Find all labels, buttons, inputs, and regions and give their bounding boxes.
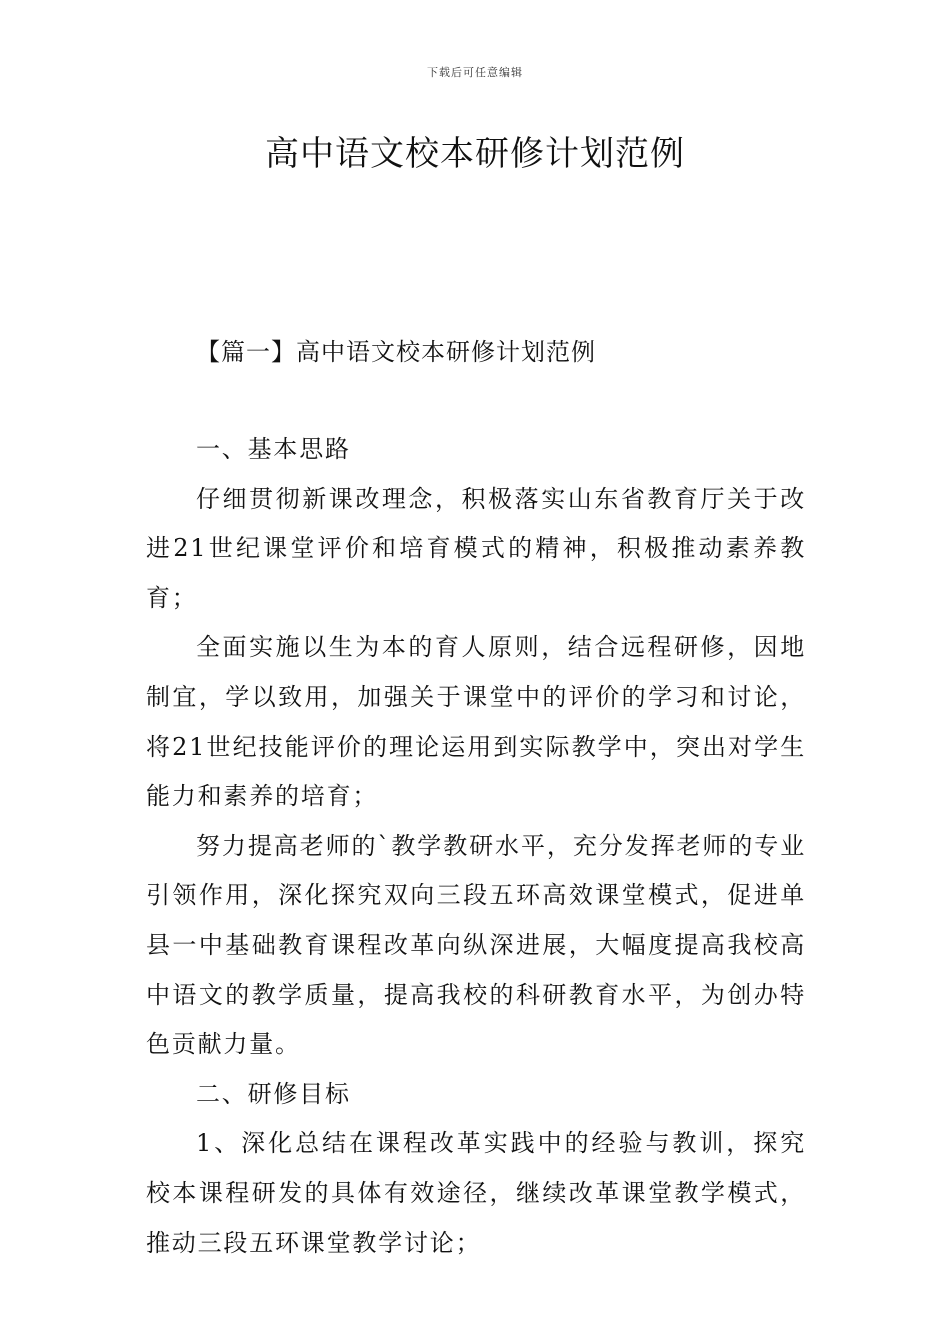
paragraph: 1、深化总结在课程改革实践中的经验与教训，探究校本课程研发的具体有效途径，继续改革课堂教学模式，推动三段五环课堂教学讨论； xyxy=(146,1129,806,1257)
paragraph: 努力提高老师的`教学教研水平，充分发挥老师的专业引领作用，深化探究双向三段五环高效课堂模式，促进单县一中基础教育课程改革向纵深进展，大幅度提高我校高中语文的教学质量，提高我校的科研教育水平，为创办特色贡献力量。 xyxy=(146,831,806,1059)
section-heading: 【篇一】高中语文校本研修计划范例 xyxy=(196,338,596,366)
document-body xyxy=(146,425,806,1268)
paragraph: 仔细贯彻新课改理念，积极落实山东省教育厅关于改进21世纪课堂评价和培育模式的精神，积极推动素养教育； xyxy=(146,484,806,612)
paragraph-heading-basic-approach: 一、基本思路 xyxy=(196,435,351,463)
paragraph-heading-training-goals: 二、研修目标 xyxy=(196,1079,351,1108)
paragraph: 全面实施以生为本的育人原则，结合远程研修，因地制宜，学以致用，加强关于课堂中的评价的学习和讨论，将21世纪技能评价的理论运用到实际教学中，突出对学生能力和素养的培育； xyxy=(146,633,806,811)
document-title: 高中语文校本研修计划范例 xyxy=(265,134,685,174)
header-note: 下载后可任意编辑 xyxy=(427,66,523,79)
